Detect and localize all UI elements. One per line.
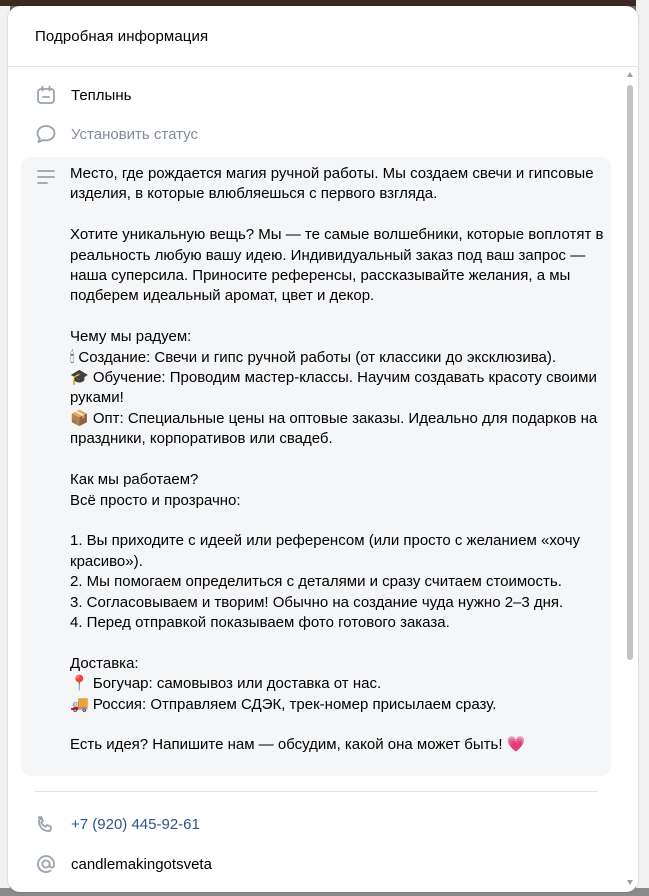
address-row[interactable] — [8, 852, 618, 876]
calendar-badge-icon — [34, 83, 58, 107]
description-text: Место, где рождается магия ручной работы. Мы создаем свечи и гипсовые изделия, в которые влюбляешься с первого взгляда. Хотите уникальную вещь? Мы — те самые волшебники, которые воплотят в реальность любую вашу идею. Индивидуальный заказ под ваш запрос — наша суперсила. Приносите референсы, рассказывайте желания, а мы подберем идеальный аромат, цвет и декор. Чему мы радуем: 🕯 Создание: Свечи и гипс ручной работы (от классики до эксклюзива). 🎓 Обучение: Проводим мастер-классы. Научим создавать красоту своими руками! 📦 Опт: Специальные цены на оптовые заказы. Идеально для подарков на праздники, корпоративов или свадеб. Как мы работаем? Всё просто и прозрачно: 1. Вы приходите с идеей или референсом (или просто с желанием «хочу красиво»). 2. Мы помогаем определиться с деталями и сразу считаем стоимость. 3. Согласовываем и творим! Обычно на создание чуда нужно 2–3 дня. 4. Перед отправкой показываем фото готового заказа. Доставка: 📍 Богучар: самовывоз или доставка от нас. 🚚 Россия: Отправляем СДЭК, трек-номер присылаем сразу. Есть идея? Напишите нам — обсудим, какой она может быть! 💗 — [70, 165, 604, 754]
details-modal — [8, 6, 638, 892]
scroll-up-arrow[interactable] — [627, 72, 633, 77]
speech-bubble-icon — [34, 122, 58, 146]
phone-icon — [34, 812, 58, 836]
at-sign-icon — [34, 852, 58, 876]
text-lines-icon — [34, 165, 58, 189]
profile-name: Теплынь — [71, 86, 132, 104]
section-divider — [35, 791, 598, 792]
phone-link[interactable]: +7 (920) 445-92-61 — [71, 815, 200, 833]
scroll-down-arrow[interactable] — [627, 880, 633, 885]
modal-title: Подробная информация — [35, 27, 209, 45]
modal-header — [8, 6, 638, 67]
name-row — [8, 83, 618, 107]
description-block — [21, 157, 611, 776]
scrollbar-thumb[interactable] — [627, 85, 633, 660]
short-address: candlemakingotsveta — [71, 855, 212, 873]
set-status-link[interactable]: Установить статус — [71, 125, 198, 143]
phone-row[interactable] — [8, 812, 618, 836]
status-row[interactable] — [8, 122, 618, 146]
